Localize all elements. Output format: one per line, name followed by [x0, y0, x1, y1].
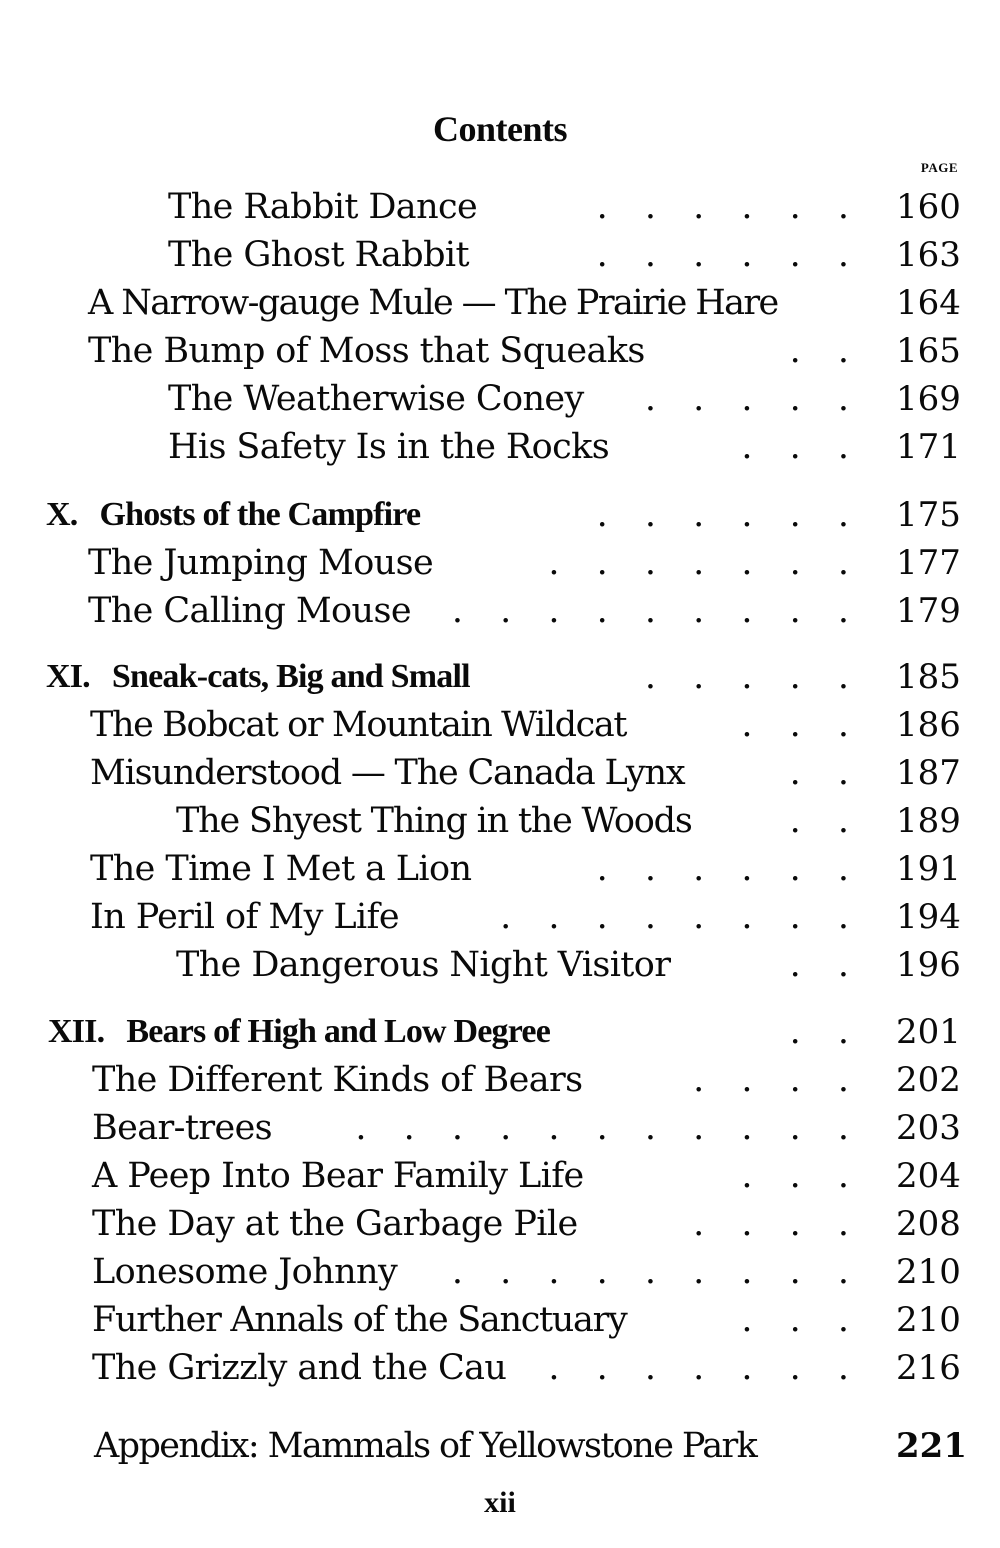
- entry-title: [46, 655, 470, 699]
- entry-page: 189: [896, 801, 961, 841]
- toc-entry: [0, 329, 1000, 377]
- leader-dots: . . . . . . . . .: [451, 1252, 862, 1292]
- entry-page: 171: [896, 427, 961, 467]
- toc-entry: [0, 703, 1000, 751]
- leader-dots: . . . . . . . .: [500, 897, 862, 937]
- entry-page: 163: [896, 235, 961, 275]
- leader-dots: . . . . . . . . . . .: [355, 1108, 862, 1148]
- chapter-number: XII.: [48, 1013, 105, 1050]
- toc-chapter-entry: [0, 655, 1000, 703]
- toc-entry: [0, 541, 1000, 589]
- toc-entry: [0, 281, 1000, 329]
- leader-dots: . .: [789, 945, 862, 985]
- toc-appendix-entry: [0, 1424, 1000, 1472]
- entry-title: The Bobcat or Mountain Wildcat: [90, 705, 626, 745]
- entry-title: The Day at the Garbage Pile: [92, 1204, 578, 1244]
- chapter-title: Ghosts of the Campfire: [99, 496, 421, 533]
- toc-entry: [0, 1154, 1000, 1202]
- toc-entry: [0, 185, 1000, 233]
- leader-dots: . . .: [741, 427, 862, 467]
- leader-dots: . . . .: [693, 1060, 862, 1100]
- page-folio: xii: [484, 1486, 516, 1519]
- entry-page: 202: [896, 1060, 961, 1100]
- leader-dots: . . . . . .: [596, 849, 862, 889]
- entry-page: 191: [896, 849, 961, 889]
- entry-title: [48, 1010, 550, 1054]
- toc-entry: [0, 1106, 1000, 1154]
- toc-entry: [0, 1202, 1000, 1250]
- entry-page: 169: [896, 379, 961, 419]
- toc-entry: [0, 589, 1000, 637]
- leader-dots: . . . . .: [644, 657, 862, 697]
- entry-title: The Different Kinds of Bears: [92, 1060, 583, 1100]
- toc-entry: [0, 377, 1000, 425]
- entry-title: Bear-trees: [92, 1108, 273, 1148]
- entry-title: Misunderstood — The Canada Lynx: [90, 753, 685, 793]
- toc-chapter-entry: [0, 1010, 1000, 1058]
- toc-entry: [0, 1346, 1000, 1394]
- entry-title: In Peril of My Life: [90, 897, 400, 937]
- entry-title: The Grizzly and the Cau: [92, 1348, 507, 1388]
- leader-dots: . . .: [741, 1300, 862, 1340]
- entry-title: The Time I Met a Lion: [90, 849, 472, 889]
- toc-entry: [0, 751, 1000, 799]
- toc-entry: [0, 847, 1000, 895]
- entry-page: 221: [896, 1426, 967, 1466]
- entry-page: 201: [896, 1012, 961, 1052]
- toc-entry: [0, 1058, 1000, 1106]
- toc-chapter-entry: [0, 493, 1000, 541]
- toc-entry: [0, 1250, 1000, 1298]
- entry-title: His Safety Is in the Rocks: [168, 427, 610, 467]
- leader-dots: . . . . . . .: [548, 543, 862, 583]
- toc-entry: [0, 943, 1000, 991]
- entry-page: 160: [896, 187, 961, 227]
- entry-page: 179: [896, 591, 961, 631]
- entry-page: 203: [896, 1108, 961, 1148]
- entry-page: 196: [896, 945, 961, 985]
- entry-page: 194: [896, 897, 961, 937]
- entry-title: Lonesome Johnny: [92, 1252, 398, 1292]
- entry-title: The Weatherwise Coney: [168, 379, 584, 419]
- leader-dots: . .: [789, 801, 862, 841]
- toc-entry: [0, 233, 1000, 281]
- entry-title: The Shyest Thing in the Woods: [176, 801, 692, 841]
- page-heading: Contents: [432, 109, 567, 149]
- leader-dots: . . . . . .: [596, 187, 862, 227]
- entry-title: [46, 493, 420, 537]
- entry-title: The Jumping Mouse: [88, 543, 434, 583]
- entry-page: 216: [896, 1348, 961, 1388]
- entry-title: Further Annals of the Sanctuary: [92, 1300, 627, 1340]
- leader-dots: . .: [789, 331, 862, 371]
- toc-entry: [0, 799, 1000, 847]
- entry-title: The Bump of Moss that Squeaks: [88, 331, 645, 371]
- leader-dots: . . . . . . .: [548, 1348, 862, 1388]
- entry-page: 187: [896, 753, 961, 793]
- chapter-number: XI.: [46, 658, 90, 695]
- entry-page: 164: [896, 283, 961, 323]
- entry-page: 208: [896, 1204, 961, 1244]
- page-column-label: PAGE: [920, 160, 958, 175]
- entry-page: 165: [896, 331, 961, 371]
- entry-page: 204: [896, 1156, 961, 1196]
- entry-title: The Calling Mouse: [88, 591, 411, 631]
- entry-page: 210: [896, 1252, 961, 1292]
- leader-dots: . . . . . .: [596, 235, 862, 275]
- leader-dots: . . . .: [693, 1204, 862, 1244]
- entry-title: A Peep Into Bear Family Life: [92, 1156, 584, 1196]
- leader-dots: . . . . . .: [596, 495, 862, 535]
- entry-page: 185: [896, 657, 961, 697]
- chapter-title: Bears of High and Low Degree: [126, 1013, 550, 1050]
- entry-title: The Dangerous Night Visitor: [176, 945, 671, 985]
- leader-dots: . .: [789, 753, 862, 793]
- toc-entry: [0, 1298, 1000, 1346]
- entry-title: A Narrow-gauge Mule — The Prairie Hare: [88, 283, 778, 323]
- toc-entry: [0, 895, 1000, 943]
- chapter-number: X.: [46, 496, 78, 533]
- entry-title: The Rabbit Dance: [168, 187, 478, 227]
- entry-page: 175: [896, 495, 961, 535]
- leader-dots: . . .: [741, 1156, 862, 1196]
- leader-dots: . . . . . . . . .: [451, 591, 862, 631]
- entry-title: Appendix: Mammals of Yellowstone Park: [94, 1426, 757, 1466]
- chapter-title: Sneak-cats, Big and Small: [111, 658, 470, 695]
- entry-title: The Ghost Rabbit: [168, 235, 469, 275]
- entry-page: 177: [896, 543, 961, 583]
- toc-entry: [0, 425, 1000, 473]
- leader-dots: . .: [789, 1012, 862, 1052]
- leader-dots: . . . . .: [644, 379, 862, 419]
- entry-page: 186: [896, 705, 961, 745]
- entry-page: 210: [896, 1300, 961, 1340]
- leader-dots: . . .: [741, 705, 862, 745]
